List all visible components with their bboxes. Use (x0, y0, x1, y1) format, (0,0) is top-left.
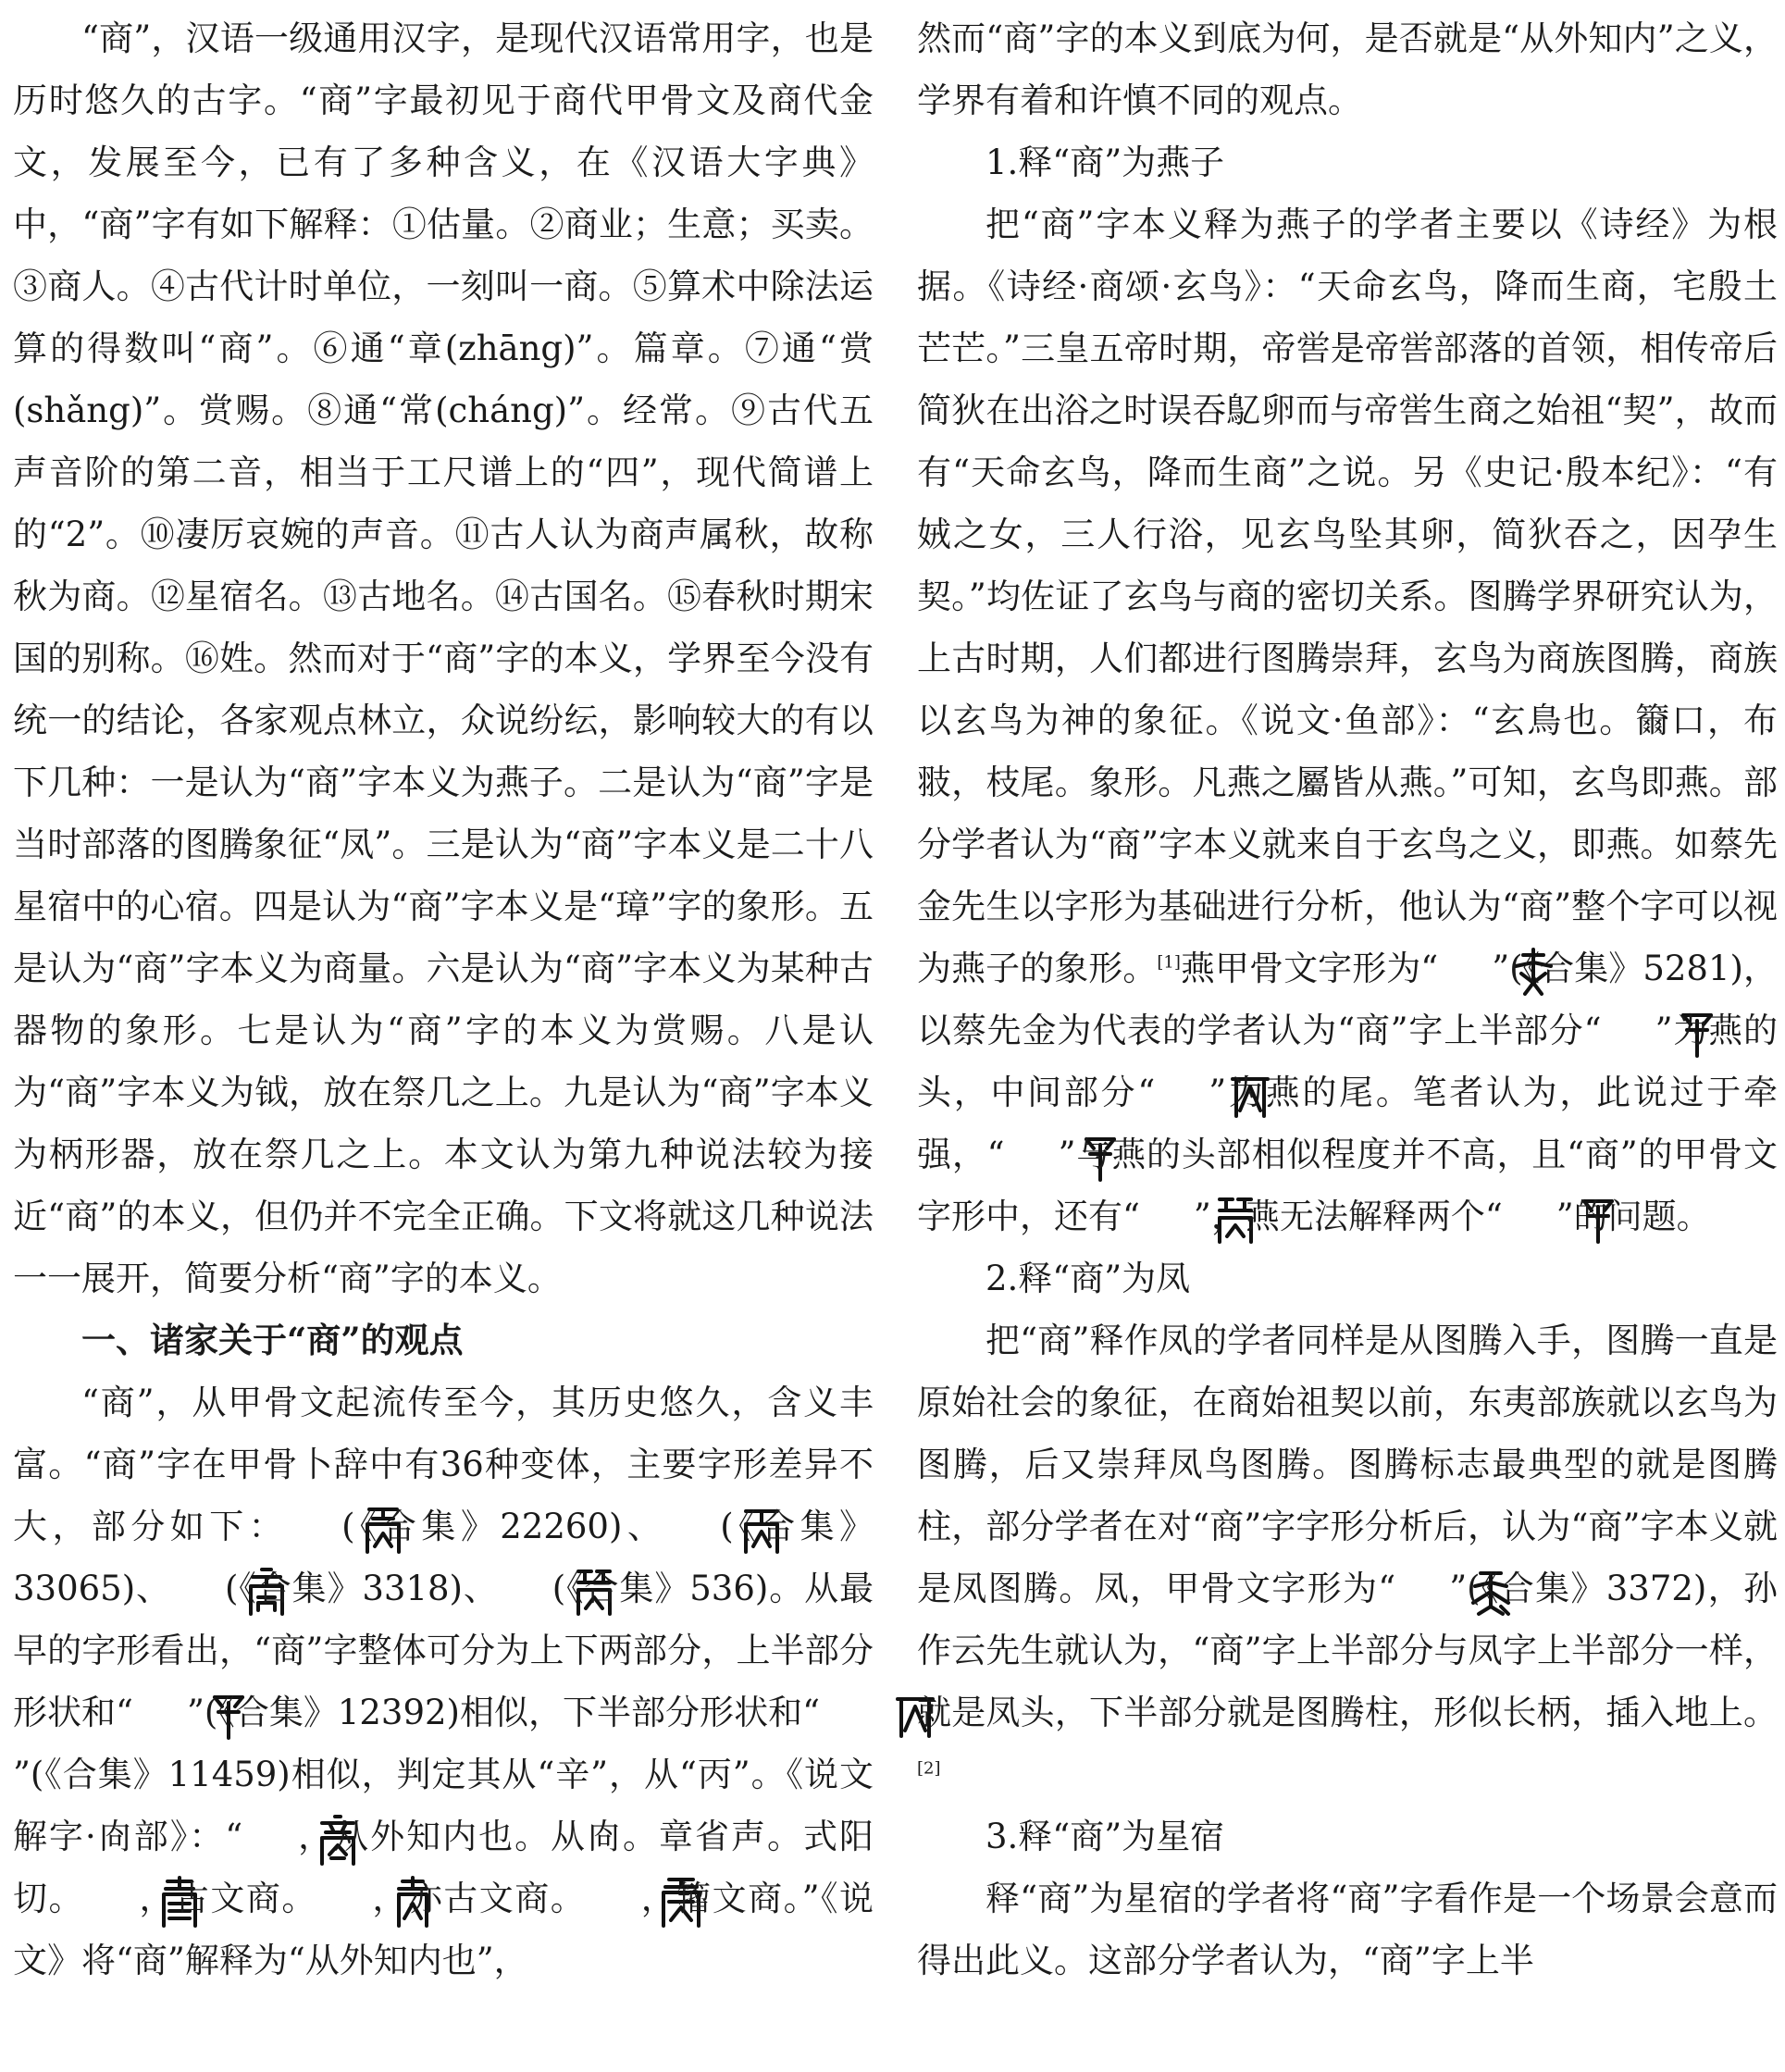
variants-paragraph (13, 1371, 874, 1991)
right-column (917, 7, 1778, 2072)
text-span: 把“商”释作凤的学者同样是从图腾入手，图腾一直是原始社会的象征，在商始祖契以前，东夷部族就以玄鸟为图腾，后又崇拜凤鸟图腾。图腾标志最典型的就是图腾柱，部分学者在对“商”字字形分析后，认为“商”字本义就是凤图腾。凤，甲骨文字形为“ (917, 1321, 1778, 1608)
oracle-glyph-yan-5281 (1442, 946, 1488, 998)
oracle-glyph-shang-22260 (291, 1504, 338, 1556)
text-span: 燕甲骨文字形为“ (1180, 949, 1439, 988)
left-column (13, 7, 874, 2072)
oracle-glyph-shang-3318 (175, 1566, 221, 1618)
text-span: ，亦古文商。 (370, 1879, 587, 1918)
intro-paragraph: “商”，汉语一级通用汉字，是现代汉语常用字，也是历时悠久的古字。“商”字最初见于商代甲骨文及商代金文，发展至今，已有了多种含义，在《汉语大字典》中，“商”字有如下解释：①估量。②商业；生意；买卖。③商人。④古代计时单位，一刻叫一商。⑤算术中除法运算的得数叫“商”。⑥通“章(zhāng)”。篇章。⑦通“赏(shǎng)”。赏赐。⑧通“常(cháng)”。经常。⑨古代五声音阶的第二音，相当于工尺谱上的“四”，现代简谱上的“2”。⑩凄厉哀婉的声音。⑪古人认为商声属秋，故称秋为商。⑫星宿名。⑬古地名。⑭古国名。⑮春秋时期宋国的别称。⑯姓。然而对于“商”字的本义，学界至今没有统一的结论，各家观点林立，众说纷纭，影响较大的有以下几种：一是认为“商”字本义为燕子。二是认为“商”字是当时部落的图腾象征“凤”。三是认为“商”字本义是二十八星宿中的心宿。四是认为“商”字本义是“璋”字的象形。五是认为“商”字本义为商量。六是认为“商”字本义为某种古器物的象形。七是认为“商”字的本义为赏赐。八是认为“商”字本义为钺，放在祭几之上。九是认为“商”字本义为柄形器，放在祭几之上。本文认为第九种说法较为接近“商”的本义，但仍并不完全正确。下文将就这几种说法一一展开，简要分析“商”字的本义。 (13, 19, 874, 1298)
oracle-glyph-xin-12392 (137, 1690, 183, 1742)
text-span: ，从外知内也。从㕯。章省声。式阳切。 (13, 1817, 874, 1918)
section-heading-1: 一、诸家关于“商”的观点 (81, 1320, 464, 1360)
continued-paragraph: 然而“商”字的本义到底为何，是否就是“从外知内”之义，学界有着和许慎不同的观点。 (917, 19, 1778, 120)
text-span: ，古文商。 (137, 1879, 317, 1918)
seal-glyph-guwen-shang-2 (321, 1876, 367, 1928)
oracle-glyph-shang-536 (502, 1566, 549, 1618)
text-span: ”(《合集》11459)相似，判定其从“辛”，从“丙”。《说文解字·㕯部》：“ (13, 1755, 874, 1856)
subsection-heading-3: 3.释“商”为星宿 (985, 1817, 1225, 1856)
star-paragraph: 释“商”为星宿的学者将“商”字看作是一个场景会意而得出此义。这部分学者认为，“商”字上半 (917, 1879, 1778, 1980)
citation-1: [1] (1157, 952, 1181, 973)
text-span: (《合集》33065)、 (13, 1507, 874, 1608)
text-span: (《合集》22260)、 (341, 1507, 667, 1546)
swallow-paragraph (917, 193, 1778, 1247)
text-span: (《合集》3318)、 (224, 1569, 499, 1608)
oracle-glyph-xin-top (1605, 1008, 1652, 1060)
subsection-heading-1: 1.释“商”为燕子 (985, 143, 1225, 182)
seal-glyph-guwen-shang-1 (88, 1876, 134, 1928)
oracle-glyph-shang-double-xin (1144, 1194, 1190, 1246)
text-span: ”与燕的头部相似程度并不高，且“商”的甲骨文字形中，还有“ (917, 1135, 1779, 1236)
text-span: ”的问题。 (1556, 1197, 1711, 1236)
seal-glyph-zhouwen-shang (589, 1876, 636, 1928)
oracle-glyph-shang-33065 (670, 1504, 716, 1556)
text-span: 把“商”字本义释为燕子的学者主要以《诗经》为根据。《诗经·商颂·玄鸟》：“天命玄鸟，降而生商，宅殷土芒芒。”三皇五帝时期，帝喾是帝喾部落的首领，相传帝后简狄在出浴之时误吞鳦卵而与帝喾生商之始祖“契”，故而有“天命玄鸟，降而生商”之说。另《史记·殷本纪》：“有娀之女，三人行浴，见玄鸟坠其卵，简狄吞之，因孕生契。”均佐证了玄鸟与商的密切关系。图腾学界研究认为，上古时期，人们都进行图腾崇拜，玄鸟为商族图腾，商族以玄鸟为神的象征。《说文·鱼部》：“玄鳥也。籋口，布翄，枝尾。象形。凡燕之屬皆从燕。”可知，玄鸟即燕。部分学者认为“商”字本义就来自于玄鸟之义，即燕。如蔡先金先生以字形为基础进行分析，他认为“商”整个字可以视为燕子的象形。 (917, 205, 1778, 988)
oracle-glyph-feng-3372 (1399, 1566, 1445, 1618)
subsection-heading-2: 2.释“商”为凤 (985, 1259, 1191, 1298)
text-span: ，籀文商。”《说文》将“商”解释为“从外知内也”， (13, 1879, 874, 1980)
text-span: ”(《合集》12392)相似，下半部分形状和“ (186, 1693, 821, 1732)
text-span: ”为燕的尾。笔者认为，此说过于牵强，“ (917, 1073, 1778, 1174)
oracle-glyph-bing-middle (1159, 1070, 1205, 1122)
oracle-glyph-bing-11459 (824, 1690, 870, 1742)
citation-2: [2] (917, 1758, 941, 1779)
seal-glyph-shang (246, 1814, 292, 1866)
text-span: (《合集》536)。从最早的字形看出，“商”字整体可分为上下两部分，上半部分形状和“ (13, 1569, 874, 1732)
oracle-glyph-xin-top-3 (1506, 1194, 1553, 1246)
oracle-glyph-xin-top-2 (1009, 1132, 1055, 1184)
text-span: ”(《合集》5281)，以蔡先金为代表的学者认为“商”字上半部分“ (917, 949, 1778, 1050)
text-span: ”(《合集》3372)，孙作云先生就认为，“商”字上半部分与凤字上半部分一样，就是凤头，下半部分就是图腾柱，形似长柄，插入地上。 (917, 1569, 1779, 1732)
phoenix-paragraph (917, 1309, 1778, 1805)
text-span: ”为燕的头，中间部分“ (917, 1011, 1778, 1112)
text-span: “商”，从甲骨文起流传至今，其历史悠久，含义丰富。“商”字在甲骨卜辞中有36种变体，主要字形差异不大，部分如下： (13, 1383, 874, 1546)
text-span: ”，燕无法解释两个“ (1193, 1197, 1503, 1236)
